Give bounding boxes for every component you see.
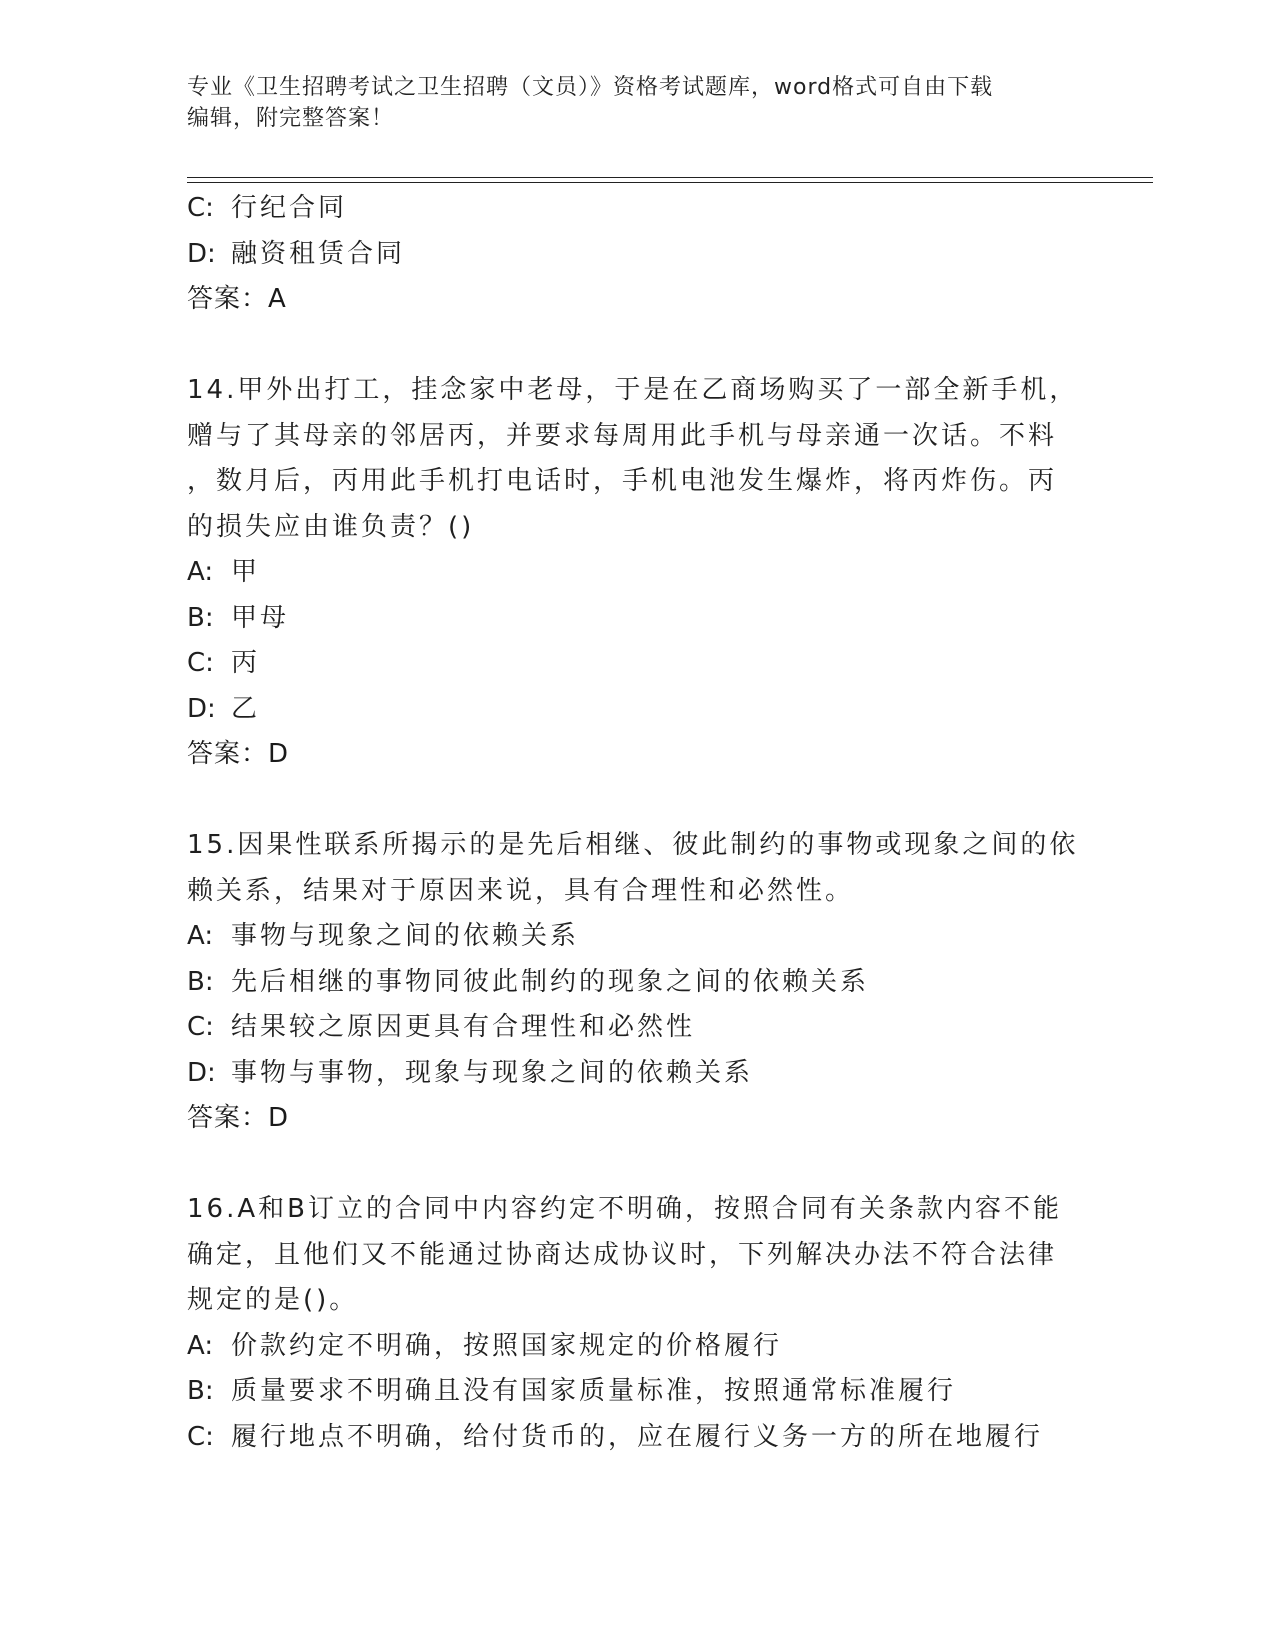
option-a	[187, 914, 1087, 960]
question-14-stem-line: 的损失应由谁负责？()	[187, 511, 475, 542]
option-text: 行纪合同	[231, 193, 348, 223]
spacer	[187, 778, 1087, 824]
option-text: 质量要求不明确且没有国家质量标准，按照通常标准履行	[231, 1376, 957, 1406]
page-header	[187, 72, 1087, 134]
option-d	[187, 687, 1087, 733]
option-letter: C:	[187, 1421, 214, 1452]
option-d	[187, 1051, 1087, 1097]
option-c	[187, 1005, 1087, 1051]
option-text: 事物与现象之间的依赖关系	[231, 921, 580, 951]
header-line-1: 专业《卫生招聘考试之卫生招聘（文员）》资格考试题库，word格式可自由下载	[187, 75, 994, 100]
option-b	[187, 596, 1087, 642]
option-letter: C:	[187, 193, 214, 223]
option-c	[187, 641, 1087, 687]
question-16-stem-line: 确定，且他们又不能通过协商达成协议时，下列解决办法不符合法律	[187, 1239, 1058, 1270]
option-letter: D:	[187, 693, 216, 724]
header-line-2: 编辑，附完整答案！	[187, 106, 395, 131]
option-text: 融资租赁合同	[231, 238, 406, 269]
option-text: 甲母	[231, 602, 290, 633]
header-rule-top	[187, 177, 1153, 178]
option-letter: B:	[187, 1376, 214, 1406]
option-letter: D:	[187, 238, 216, 269]
option-text: 履行地点不明确，给付货币的，应在履行义务一方的所在地履行	[231, 1421, 1044, 1452]
option-letter: D:	[187, 1057, 216, 1088]
option-letter: B:	[187, 602, 214, 633]
option-d	[187, 232, 1087, 278]
option-c	[187, 186, 1087, 232]
question-14-stem-line: ，数月后，丙用此手机打电话时，手机电池发生爆炸，将丙炸伤。丙	[187, 466, 1058, 496]
option-letter: A:	[187, 1330, 214, 1361]
option-c	[187, 1415, 1087, 1461]
answer-line: 答案：D	[187, 1103, 290, 1133]
question-16-stem-line: 规定的是()。	[187, 1285, 359, 1315]
option-letter: A:	[187, 557, 214, 587]
option-text: 甲	[231, 557, 261, 587]
answer-line: 答案：D	[187, 739, 290, 769]
spacer	[187, 1142, 1087, 1188]
question-14-stem-line: 14.甲外出打工，挂念家中老母，于是在乙商场购买了一部全新手机，	[187, 375, 1079, 405]
option-b	[187, 1369, 1087, 1415]
answer-line: 答案：A	[187, 284, 287, 314]
question-16-stem-line: 16.A和B订立的合同中内容约定不明确，按照合同有关条款内容不能	[187, 1194, 1062, 1224]
option-text: 丙	[231, 648, 261, 678]
spacer	[187, 323, 1087, 369]
question-body	[187, 186, 1087, 1460]
option-a	[187, 1324, 1087, 1370]
option-text: 结果较之原因更具有合理性和必然性	[231, 1012, 696, 1042]
option-letter: B:	[187, 966, 214, 997]
option-letter: C:	[187, 1012, 214, 1042]
question-15-stem-line: 赖关系，结果对于原因来说，具有合理性和必然性。	[187, 875, 855, 906]
option-b	[187, 960, 1087, 1006]
option-a	[187, 550, 1087, 596]
option-text: 价款约定不明确，按照国家规定的价格履行	[231, 1330, 783, 1361]
option-text: 事物与事物，现象与现象之间的依赖关系	[231, 1057, 754, 1088]
question-14-stem-line: 赠与了其母亲的邻居丙，并要求每周用此手机与母亲通一次话。不料	[187, 420, 1058, 451]
header-rule-bottom	[187, 182, 1153, 183]
option-text: 乙	[231, 693, 261, 724]
question-15-stem-line: 15.因果性联系所揭示的是先后相继、彼此制约的事物或现象之间的依	[187, 830, 1079, 860]
option-letter: C:	[187, 648, 214, 678]
option-text: 先后相继的事物同彼此制约的现象之间的依赖关系	[231, 966, 870, 997]
option-letter: A:	[187, 921, 214, 951]
